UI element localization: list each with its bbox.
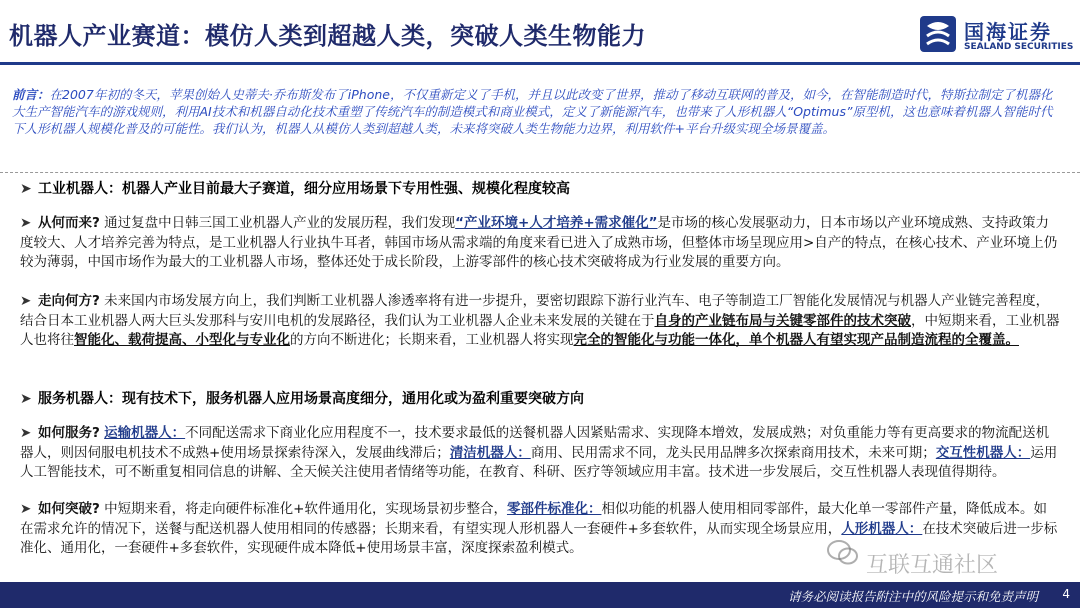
header-divider bbox=[0, 62, 1080, 65]
bullet-emphasis: 交互性机器人： bbox=[935, 444, 1031, 461]
page-number: 4 bbox=[1062, 587, 1070, 601]
bullet-text: 通过复盘中日韩三国工业机器人产业的发展历程，我们发现 bbox=[104, 215, 456, 231]
bullet-how-serve bbox=[20, 424, 1060, 483]
bullet-direction bbox=[20, 292, 1060, 351]
section-heading-text: 服务机器人：现有技术下，服务机器人应用场景高度细分，通用化或为盈利重要突破方向 bbox=[38, 391, 584, 407]
arrow-bullet-icon: ➤ bbox=[20, 501, 32, 517]
wechat-icon bbox=[826, 538, 860, 568]
key-driver-quote: “产业环境+人才培养+需求催化” bbox=[455, 215, 658, 231]
arrow-bullet-icon: ➤ bbox=[20, 215, 32, 231]
bullet-emphasis: 智能化、载荷提高、小型化与专业化 bbox=[74, 332, 290, 348]
bullet-text: 在技术突破后进一步标准化、通用化，一套硬件+多套软件，实现硬件成本降低+使用场景丰富，深度探索盈利模式。 bbox=[20, 520, 1058, 556]
bullet-text: 商用、民用需求不同，龙头民用品牌多次探索商用技术，未来可期； bbox=[530, 444, 936, 461]
bullet-text: 未来国内市场发展方向上，我们判断工业机器人渗透率将有进一步提升，要密切跟踪下游行业汽车、电子等制造工厂智能化发展情况与机器人产业链完善程度，结合日本工业机器人两大巨头发那科与安川电机的发展路径，我们认为工业机器人企业未来发展的关键在于 bbox=[20, 293, 1050, 329]
section-heading-text: 工业机器人：机器人产业目前最大子赛道，细分应用场景下专用性强、规模化程度较高 bbox=[38, 181, 570, 197]
footer-disclaimer: 请务必阅读报告附注中的风险提示和免责声明 bbox=[787, 589, 1038, 604]
bullet-lead: 如何服务? bbox=[38, 425, 100, 441]
bullet-emphasis: 自身的产业链布局与关键零部件的技术突破 bbox=[654, 312, 911, 329]
watermark-text: 互联互通社区 bbox=[866, 553, 999, 578]
footer-bar bbox=[0, 582, 1080, 608]
bullet-lead: 从何而来? bbox=[38, 215, 100, 231]
preface-label: 前言： bbox=[12, 87, 50, 102]
bullet-lead: 走向何方? bbox=[38, 293, 100, 309]
bullet-emphasis: 运输机器人： bbox=[104, 425, 186, 441]
bullet-origin bbox=[20, 214, 1060, 273]
preface-paragraph bbox=[12, 86, 1064, 137]
bullet-emphasis: 零部件标准化： bbox=[506, 501, 602, 517]
bullet-emphasis: 清洁机器人： bbox=[449, 444, 531, 461]
bullet-text: 的方向不断进化；长期来看，工业机器人将实现 bbox=[290, 332, 574, 348]
logo-name-en: SEALAND SECURITIES bbox=[964, 42, 1074, 52]
bullet-text: 是市场的核心发展驱动力，日本市场以产业环境成熟、支持政策力度较大、人才培养完善为特点，是工业机器人行业执牛耳者，韩国市场从需求端的角度来看已进入了成熟市场，但整体市场呈现应用>自产的特点，在核心技术、产业环境上仍较为薄弱，中国市场作为最大的工业机器人市场，整体还处于成长阶段，上游零部件的核心技术突破将成为行业发展的重要方向。 bbox=[20, 215, 1058, 270]
sealand-logo-icon bbox=[918, 14, 958, 54]
section-heading-industrial bbox=[20, 178, 570, 198]
bullet-text: 运用人工智能技术，可不断重复相同信息的讲解、全天候关注使用者情绪等功能，在教育、科研、医疗等领域应用丰富。技术进一步发展后，交互性机器人表现值得期待。 bbox=[20, 444, 1058, 480]
brand-logo bbox=[918, 12, 1078, 58]
bullet-text: ，中短期来看，工业机器人也将往 bbox=[20, 312, 1060, 348]
bullet-lead: 如何突破? bbox=[38, 501, 100, 517]
logo-name-cn: 国海证券 bbox=[964, 20, 1052, 44]
arrow-bullet-icon: ➤ bbox=[20, 425, 32, 441]
bullet-text: 相似功能的机器人使用相同零部件，最大化单一零部件产量，降低成本。如在需求允许的情况下，送餐与配送机器人使用相同的传感器；长期来看，有望实现人形机器人一套硬件+多套软件，从而实现全场景应用， bbox=[20, 501, 1047, 537]
page-title: 机器人产业赛道：模仿人类到超越人类，突破人类生物能力 bbox=[9, 22, 646, 50]
arrow-bullet-icon: ➤ bbox=[20, 181, 32, 197]
bullet-text: 不同配送需求下商业化应用程度不一，技术要求最低的送餐机器人因紧贴需求、实现降本增效，发展成熟；对负重能力等有更高要求的物流配送机器人，则因伺服电机技术不成熟+使用场景探索待深入，发展曲线滞后； bbox=[20, 425, 1050, 461]
arrow-bullet-icon: ➤ bbox=[20, 391, 32, 407]
bullet-text: 中短期来看，将走向硬件标准化+软件通用化，实现场景初步整合， bbox=[104, 501, 507, 517]
bullet-emphasis: 完全的智能化与功能一体化，单个机器人有望实现产品制造流程的全覆盖。 bbox=[573, 332, 1019, 348]
arrow-bullet-icon: ➤ bbox=[20, 293, 32, 309]
preface-text: 在2007年初的冬天，苹果创始人史蒂夫·乔布斯发布了iPhone，不仅重新定义了手机，并且以此改变了世界，推动了移动互联网的普及，如今，在智能制造时代，特斯拉制定了机器化大生产智能汽车的游戏规则，利用AI技术和机器自动化技术重塑了传统汽车的制造模式和商业模式，定义了新能源汽车，也带来了人形机器人“Optimus”原型机，这也意味着机器人智能时代下人形机器人规模化普及的可能性。我们认为，机器人从模仿人类到超越人类，未来将突破人类生物能力边界，利用软件+平台升级实现全场景覆盖。 bbox=[12, 87, 1053, 136]
section-heading-service bbox=[20, 388, 584, 408]
bullet-emphasis: 人形机器人： bbox=[841, 520, 923, 537]
section-divider bbox=[0, 172, 1080, 173]
